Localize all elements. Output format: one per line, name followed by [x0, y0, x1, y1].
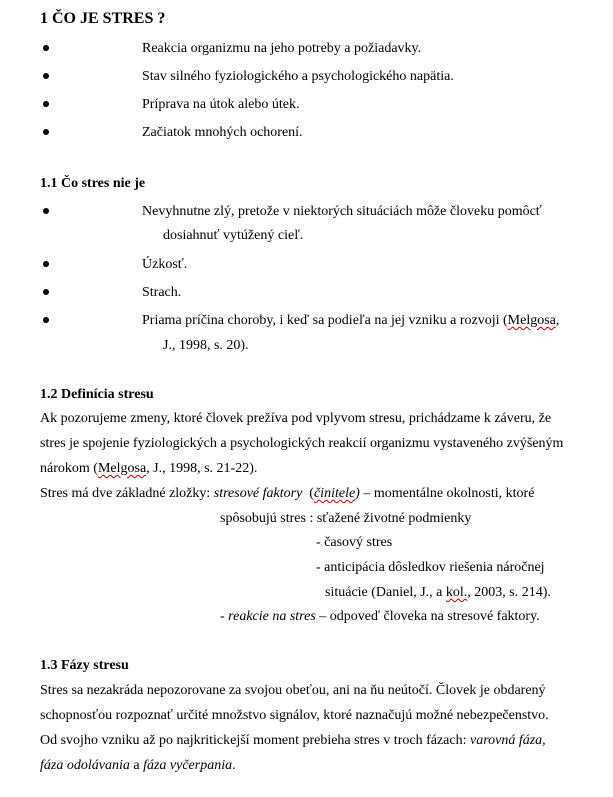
section-1-heading: 1 ČO JE STRES ?	[40, 10, 166, 27]
text-span: – momentálne okolnosti, ktoré	[359, 486, 535, 501]
section-1-2-heading: 1.2 Definícia stresu	[40, 387, 154, 402]
text-span: Od svojho vzniku až po najkritickejší moment prebieha stres v troch fázach:	[40, 733, 470, 748]
bullet-icon	[43, 261, 49, 267]
text-span: , 2003, s. 214).	[467, 585, 551, 600]
paragraph-line: Ak pozorujeme zmeny, ktoré človek prežíva pod vplyvom stresu, prichádzame k záveru, že	[40, 411, 552, 426]
text-span: ,	[555, 313, 560, 328]
text-span: Priama príčina choroby, i keď sa podieľa na jej vzniku a rozvoji (	[142, 313, 508, 328]
list-item: Úzkosť.	[142, 257, 188, 272]
bullet-icon	[43, 129, 49, 135]
components-line	[40, 486, 534, 502]
bullet-icon	[43, 45, 49, 51]
bullet-icon	[43, 73, 49, 79]
text-span: situácie (Daniel, J., a	[325, 585, 446, 600]
list-item: Stav silného fyziologického a psychologického napätia.	[142, 69, 454, 84]
list-item: Začiatok mnohých ochorení.	[142, 125, 303, 140]
list-item-line: J., 1998, s. 20).	[163, 338, 249, 353]
italic-term: fáza vyčerpania	[143, 758, 233, 773]
sub-item: - časový stres	[316, 535, 393, 550]
text-span: -	[220, 609, 229, 624]
bullet-icon	[43, 317, 49, 323]
paragraph-line	[40, 461, 257, 477]
text-span: , J., 1998, s. 21-22).	[146, 461, 258, 476]
reaction-line	[220, 609, 540, 625]
text-span: Stres má dve základné zložky:	[40, 486, 214, 501]
italic-term: reakcie na stres	[228, 609, 316, 624]
bullet-icon	[43, 289, 49, 295]
text-span: a	[129, 758, 144, 773]
bullet-icon	[43, 101, 49, 107]
italic-term: stresové faktory	[213, 486, 303, 501]
citation-author: Melgosa	[97, 461, 147, 476]
list-item-line	[142, 313, 559, 329]
paren: )	[355, 486, 360, 501]
bullet-icon	[43, 208, 49, 214]
section-1-3-heading: 1.3 Fázy stresu	[40, 658, 129, 673]
italic-term: fáza odolávania	[40, 758, 130, 773]
paragraph-line: Stres sa nezakráda nepozorovane za svojou obeťou, ani na ňu neútočí. Človek je obdarený	[40, 683, 546, 698]
list-item: Strach.	[142, 285, 182, 300]
citation-author: Melgosa	[507, 313, 556, 328]
list-item-line: Nevyhnutne zlý, pretože v niektorých situáciách môže človeku pomôcť	[142, 204, 542, 219]
sub-item: - anticipácia dôsledkov riešenia náročnej	[316, 560, 545, 575]
paragraph-line: schopnosťou rozpoznať určité množstvo signálov, ktoré naznačujú možné nebezpečenstvo.	[40, 708, 549, 723]
citation-abbr: kol.	[445, 585, 468, 600]
list-item-line: dosiahnuť vytúžený cieľ.	[163, 228, 304, 243]
list-item: Reakcia organizmu na jeho potreby a požiadavky.	[142, 41, 422, 56]
sub-item	[325, 585, 551, 601]
text-span: nárokom (	[40, 461, 98, 476]
paragraph-line: stres je spojenie fyziologických a psychologických reakcií organizmu vystaveného zvýšeným	[40, 436, 564, 451]
italic-term: varovná fáza,	[469, 733, 546, 748]
text-span: .	[232, 758, 236, 773]
list-item: Príprava na útok alebo útek.	[142, 97, 300, 112]
paragraph-line	[40, 758, 236, 774]
cause-line: spôsobujú stres : sťažené životné podmienky	[220, 511, 472, 526]
paragraph-line	[40, 733, 546, 749]
paren: (	[309, 486, 314, 501]
italic-term: činitele	[313, 486, 356, 501]
text-span: – odpoveď človeka na stresové faktory.	[315, 609, 540, 624]
section-1-1-heading: 1.1 Čo stres nie je	[40, 176, 146, 191]
